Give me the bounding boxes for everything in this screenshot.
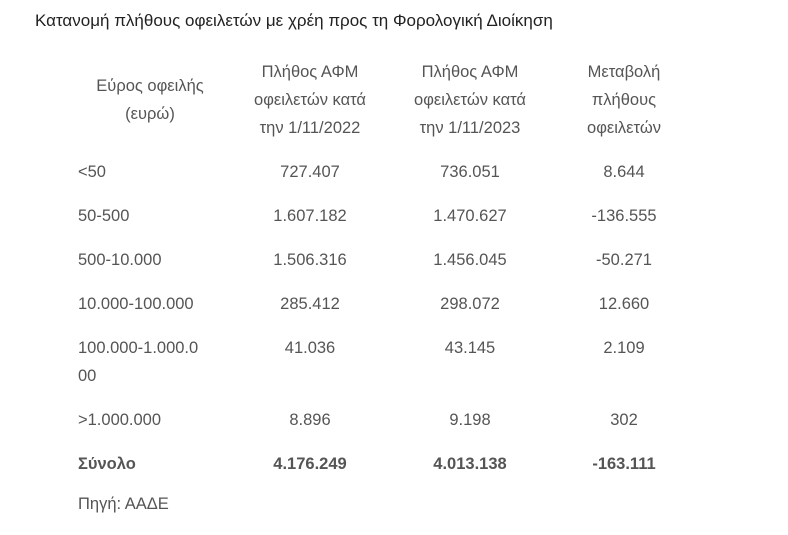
header-count-2022-line: οφειλετών κατά xyxy=(254,91,366,109)
table-row xyxy=(70,150,698,194)
cell-count-2023: 9.198 xyxy=(449,411,491,429)
cell-range xyxy=(70,282,230,326)
cell-range-line: 100.000-1.000.0 xyxy=(78,339,199,357)
header-change xyxy=(550,58,698,150)
cell-change: 8.644 xyxy=(603,163,645,181)
cell-range-line: <50 xyxy=(78,163,106,181)
header-count-2023 xyxy=(390,58,550,150)
cell-total-label: Σύνολο xyxy=(78,455,136,473)
cell-count-2022: 1.607.182 xyxy=(273,207,347,225)
header-change-line: πλήθους xyxy=(591,91,657,109)
header-count-2023-line: την 1/11/2023 xyxy=(419,119,521,137)
header-count-2023-line: Πλήθος ΑΦΜ xyxy=(421,63,519,81)
cell-range xyxy=(70,150,230,194)
cell-total-2023: 4.013.138 xyxy=(433,455,507,473)
page-title: Κατανομή πλήθους οφειλετών με χρέη προς τη Φορολογική Διοίκηση xyxy=(35,11,553,30)
cell-range-line: 00 xyxy=(78,367,97,385)
cell-count-2023: 298.072 xyxy=(440,295,500,313)
header-range-line: Εύρος οφειλής xyxy=(96,77,204,95)
cell-range xyxy=(70,194,230,238)
cell-range xyxy=(70,326,230,398)
cell-count-2023: 1.456.045 xyxy=(433,251,507,269)
header-count-2023-line: οφειλετών κατά xyxy=(414,91,526,109)
table-row xyxy=(70,326,698,398)
cell-change: 12.660 xyxy=(598,295,650,313)
header-change-line: Μεταβολή xyxy=(587,63,661,81)
cell-change: 2.109 xyxy=(603,339,645,357)
table-total-row xyxy=(70,442,698,486)
cell-count-2023: 43.145 xyxy=(444,339,496,357)
header-range xyxy=(70,58,230,150)
table-row xyxy=(70,238,698,282)
cell-range-line: >1.000.000 xyxy=(78,411,162,429)
cell-count-2022: 727.407 xyxy=(280,163,340,181)
cell-count-2022: 8.896 xyxy=(289,411,331,429)
cell-range xyxy=(70,238,230,282)
table-row xyxy=(70,194,698,238)
header-count-2022-line: την 1/11/2022 xyxy=(259,119,361,137)
cell-range-line: 50-500 xyxy=(78,207,130,225)
table-row xyxy=(70,398,698,442)
cell-change: -50.271 xyxy=(596,251,652,269)
cell-range-line: 500-10.000 xyxy=(78,251,162,269)
table-row xyxy=(70,282,698,326)
header-count-2022 xyxy=(230,58,390,150)
cell-total-2022: 4.176.249 xyxy=(273,455,347,473)
debtors-table xyxy=(70,58,698,486)
cell-count-2023: 736.051 xyxy=(440,163,500,181)
source-note: Πηγή: ΑΑΔΕ xyxy=(78,495,169,513)
cell-total-change: -163.111 xyxy=(592,455,656,473)
cell-count-2022: 41.036 xyxy=(284,339,336,357)
cell-count-2022: 1.506.316 xyxy=(273,251,347,269)
cell-change: -136.555 xyxy=(591,207,657,225)
cell-range xyxy=(70,398,230,442)
cell-count-2023: 1.470.627 xyxy=(433,207,507,225)
cell-change: 302 xyxy=(610,411,638,429)
header-range-line: (ευρώ) xyxy=(125,105,175,123)
cell-count-2022: 285.412 xyxy=(280,295,340,313)
header-count-2022-line: Πλήθος ΑΦΜ xyxy=(261,63,359,81)
cell-range-line: 10.000-100.000 xyxy=(78,295,194,313)
table-header-row xyxy=(70,58,698,150)
header-change-line: οφειλετών xyxy=(587,119,661,137)
